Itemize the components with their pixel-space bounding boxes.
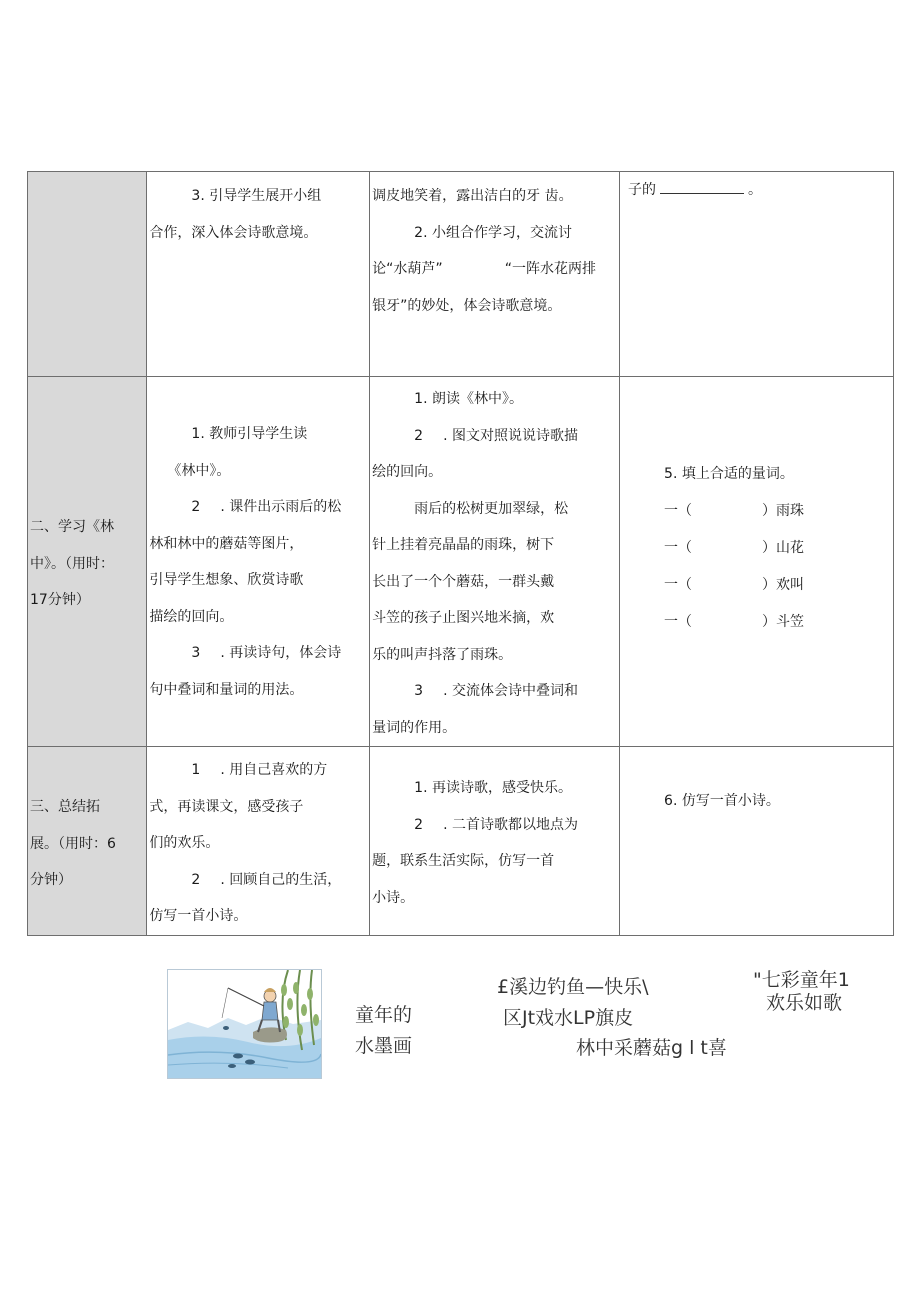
item-number: 3 [414, 683, 424, 699]
text-line: 针上挂着亮晶晶的雨珠，树下 [372, 537, 555, 553]
noun: 欢叫 [776, 576, 805, 593]
board-line: "七彩童年1 [753, 969, 850, 991]
teacher-cell [147, 377, 370, 747]
text-line [147, 752, 369, 789]
text-line: 1. 朗读《林中》。 [414, 391, 523, 407]
exercise-cell [620, 747, 894, 936]
close-paren: ） [762, 613, 777, 630]
measure-word-item [620, 567, 893, 604]
text-fragment: 论“水葫芦” [372, 261, 443, 277]
text-line: 合作，深入体会诗歌意境。 [149, 224, 318, 241]
board-line: £溪边钓鱼—快乐\ [497, 976, 649, 998]
text-line [370, 251, 619, 288]
exercise-title: 6. 仿写一首小诗。 [664, 793, 780, 809]
dash-paren: 一（ [664, 576, 693, 593]
measure-word-item [620, 493, 893, 530]
close-paren: ） [762, 502, 777, 519]
text-line: 仿写一首小诗。 [149, 908, 248, 924]
text-fragment: . 再读诗句，体会诗 [220, 645, 342, 661]
text-line: 描绘的回向。 [149, 608, 234, 625]
text-line: 调皮地笑着，露出洁白的牙 齿。 [372, 188, 573, 204]
text-line: 引导学生想象、欣赏诗歌 [149, 572, 304, 588]
board-line: 区Jt戏水LP旗皮 [503, 1007, 634, 1029]
student-cell [370, 377, 620, 747]
text-line [370, 418, 619, 455]
text-fragment: “一阵水花两排 [504, 261, 596, 277]
dash-paren: 一（ [664, 539, 693, 556]
fishing-illustration [167, 969, 322, 1079]
lesson-plan-table [27, 171, 894, 936]
stage-line: 展。（用时：6 [30, 835, 116, 852]
text-line: 量词的作用。 [372, 719, 457, 736]
stage-line: 二、学习《林 [30, 519, 114, 535]
item-number: 2 [191, 871, 201, 888]
text-line [370, 673, 619, 710]
answer-blank[interactable] [660, 181, 744, 194]
board-title-line: 水墨画 [355, 1035, 413, 1057]
item-number: 2 [414, 427, 424, 444]
table-row [28, 172, 894, 377]
exercise-suffix: 。 [748, 182, 763, 198]
noun: 山花 [776, 539, 805, 556]
text-line: 题，联系生活实际，仿写一首 [372, 853, 555, 869]
close-paren: ） [762, 576, 777, 593]
student-cell [370, 172, 620, 377]
text-line [370, 807, 619, 844]
text-fragment: . 图文对照说说诗歌描 [443, 427, 578, 444]
text-fragment: . 用自己喜欢的方 [220, 762, 328, 778]
board-line: 欢乐如歌 [766, 992, 843, 1014]
text-line: 小诗。 [372, 889, 415, 906]
text-line: 2. 小组合作学习，交流讨 [414, 224, 572, 241]
table-row [28, 377, 894, 747]
teacher-cell [147, 747, 370, 936]
text-line: 乐的叫声抖落了雨珠。 [372, 646, 513, 663]
noun: 斗笠 [776, 613, 805, 630]
exercise-prefix: 子的 [628, 182, 657, 198]
text-line: 绘的回向。 [372, 464, 443, 480]
text-line [147, 489, 369, 526]
stage-line: 三、总结拓 [30, 799, 100, 815]
text-line: 们的欢乐。 [149, 835, 220, 851]
teacher-cell [147, 172, 370, 377]
stage-cell [28, 377, 147, 747]
student-cell [370, 747, 620, 936]
dash-paren: 一（ [664, 502, 693, 519]
stage-cell [28, 172, 147, 377]
text-line: 长出了一个个蘑菇，一群头戴 [372, 573, 555, 590]
text-line: 《林中》。 [167, 462, 231, 479]
text-fragment: . 交流体会诗中叠词和 [443, 683, 578, 699]
text-fragment: . 回顾自己的生活， [220, 871, 342, 888]
stage-line: 分钟） [30, 872, 72, 888]
text-line: 林和林中的蘑菇等图片， [149, 535, 304, 552]
text-line: 雨后的松树更加翠绿，松 [414, 500, 569, 517]
board-line: 林中采蘑菇g l t喜 [576, 1037, 727, 1059]
item-number: 3 [191, 645, 201, 661]
board-title-line: 童年的 [355, 1004, 413, 1026]
measure-word-item [620, 530, 893, 567]
text-line: 句中叠词和量词的用法。 [149, 681, 304, 698]
item-number: 2 [414, 816, 424, 833]
stage-line: 中》。（用时： [30, 555, 114, 572]
stage-cell [28, 747, 147, 936]
text-line: 式，再读课文，感受孩子 [149, 798, 304, 815]
text-line: 3. 引导学生展开小组 [191, 188, 322, 204]
text-line [147, 635, 369, 672]
close-paren: ） [762, 539, 777, 556]
text-fragment: . 课件出示雨后的松 [220, 499, 342, 515]
measure-word-item [620, 604, 893, 641]
text-fragment: . 二首诗歌都以地点为 [443, 816, 578, 833]
text-line [147, 862, 369, 899]
text-line: 1. 再读诗歌，感受快乐。 [414, 780, 572, 796]
dash-paren: 一（ [664, 613, 693, 630]
item-number: 2 [191, 499, 201, 515]
text-line: 斗笠的孩子止图兴地米摘，欢 [372, 610, 555, 626]
exercise-title: 5. 填上合适的量词。 [664, 466, 794, 482]
text-line: 1. 教师引导学生读 [191, 426, 308, 442]
noun: 雨珠 [776, 502, 805, 519]
exercise-cell [620, 377, 894, 747]
exercise-cell [620, 172, 894, 377]
table-row [28, 747, 894, 936]
fishing-boy-image [168, 970, 321, 1078]
stage-line: 17分钟） [30, 592, 90, 608]
item-number: 1 [191, 762, 201, 778]
text-line [620, 172, 893, 209]
text-line: 银牙”的妙处，体会诗歌意境。 [372, 297, 562, 314]
